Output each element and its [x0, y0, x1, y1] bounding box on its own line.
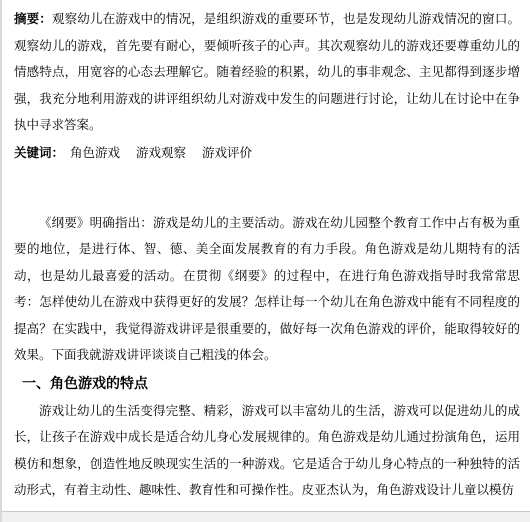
horizontal-scroll-edge[interactable] [2, 511, 530, 522]
section-paragraph: 游戏让幼儿的生活变得完整、精彩，游戏可以丰富幼儿的生活，游戏可以促进幼儿的成长，让孩子在游戏中成长是适合幼儿身心发展规律的。角色游戏是幼儿通过扮演角色，运用模仿和想象，创造性地反映现实生活的一种游戏。它是适合于幼儿身心特点的一种独特的活动形式，有着主动性、趣味性、教育性和可操作性。皮亚杰认为，角色游戏设计儿童以模仿 [14, 402, 520, 497]
paragraph-spacer [14, 166, 520, 210]
abstract-text: 观察幼儿在游戏中的情况，是组织游戏的重要环节，也是发现幼儿游戏情况的窗口。观察幼儿的游戏，首先要有耐心，要倾听孩子的心声。其次观察幼儿的游戏还要尊重幼儿的情感特点，用宽容的心态去理解它。随着经验的积累，幼儿的事非观念、主见都得到逐步增强，我充分地利用游戏的讲评组织幼儿对游戏中发生的问题进行讨论，让幼儿在讨论中在争执中寻求答案。 [14, 11, 520, 132]
abstract-label: 摘要： [14, 11, 52, 26]
abstract-paragraph [14, 6, 520, 139]
keywords-line [14, 140, 520, 166]
keyword-item: 游戏评价 [202, 144, 253, 160]
document-body [14, 6, 520, 504]
keywords-label: 关键词： [14, 144, 65, 160]
intro-paragraph: 《纲要》明确指出：游戏是幼儿的主要活动。游戏在幼儿园整个教育工作中占有极为重要的地位，是进行体、智、德、美全面发展教育的有力手段。角色游戏是幼儿期特有的活动，也是幼儿最喜爱的活动。在贯彻《纲要》的过程中，在进行角色游戏指导时我常常思考：怎样使幼儿在游戏中获得更好的发展？怎样让每一个幼儿在角色游戏中能有不同程度的提高？在实践中，我觉得游戏讲评是很重要的，做好每一次角色游戏的评价，能取得较好的效果。下面我就游戏讲评谈谈自己粗浅的体会。 [14, 214, 520, 362]
section-heading: 一、角色游戏的特点 [22, 375, 148, 392]
keyword-item: 角色游戏 [70, 144, 121, 160]
keyword-item: 游戏观察 [136, 144, 187, 160]
